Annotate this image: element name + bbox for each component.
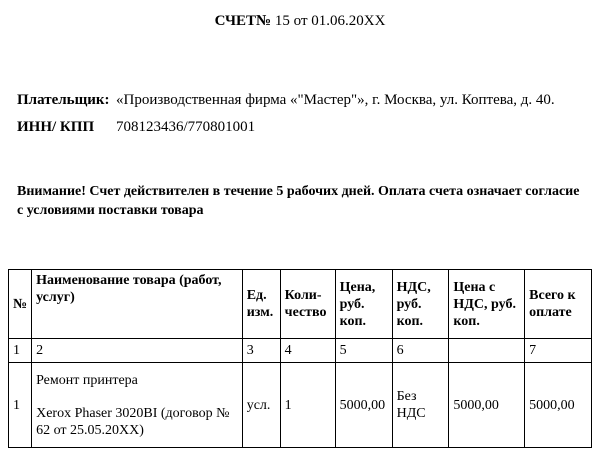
payer-row <box>17 92 555 109</box>
column-number-cell: 7 <box>525 339 592 363</box>
header-vat: НДС, руб. коп. <box>392 270 449 339</box>
inn-kpp-value: 708123436/770801001 <box>116 119 256 135</box>
row-number: 1 <box>9 363 32 448</box>
row-item-name-line1: Ремонт принтера <box>36 372 138 388</box>
invoice-title-word: СЧЕТ№ <box>214 13 272 29</box>
column-number-cell: 3 <box>242 339 280 363</box>
inn-kpp-label: ИНН/ КПП <box>17 119 95 135</box>
header-total: Всего к оплате <box>525 270 592 339</box>
header-unit: Ед. изм. <box>242 270 280 339</box>
validity-notice: Внимание! Счет действителен в течение 5 рабочих дней. Оплата счета означает согласие с условиями поставки товара <box>17 184 580 218</box>
row-total: 5000,00 <box>525 363 592 448</box>
row-item-name-line2: Xerox Phaser 3020BI (договор № 62 от 25.05.20XX) <box>36 405 230 438</box>
inn-kpp-row <box>17 119 255 136</box>
row-unit: усл. <box>242 363 280 448</box>
column-number-cell: 6 <box>392 339 449 363</box>
column-number-cell: 4 <box>280 339 335 363</box>
column-number-cell: 2 <box>32 339 243 363</box>
payer-value: «Производственная фирма «"Мастер"», г. Москва, ул. Коптева, д. 40. <box>116 92 555 108</box>
row-quantity: 1 <box>280 363 335 448</box>
header-price-with-vat: Цена с НДС, руб. коп. <box>449 270 525 339</box>
row-item-name <box>32 363 243 448</box>
invoice-title <box>0 13 600 30</box>
row-vat: Без НДС <box>392 363 449 448</box>
row-price: 5000,00 <box>335 363 392 448</box>
header-number: № <box>9 270 32 339</box>
table-row <box>9 363 592 448</box>
invoice-table <box>8 269 592 448</box>
header-quantity: Коли-чество <box>280 270 335 339</box>
table-number-row <box>9 339 592 363</box>
row-item-name-gap <box>36 389 238 405</box>
table-header-row <box>9 270 592 339</box>
row-price-with-vat: 5000,00 <box>449 363 525 448</box>
invoice-title-number-date: 15 от 01.06.20XX <box>271 13 386 29</box>
column-number-cell <box>449 339 525 363</box>
header-item-name: Наименование товара (работ, услуг) <box>32 270 243 339</box>
column-number-cell: 1 <box>9 339 32 363</box>
column-number-cell: 5 <box>335 339 392 363</box>
payer-label: Плательщик: <box>17 92 110 108</box>
header-price: Цена, руб. коп. <box>335 270 392 339</box>
